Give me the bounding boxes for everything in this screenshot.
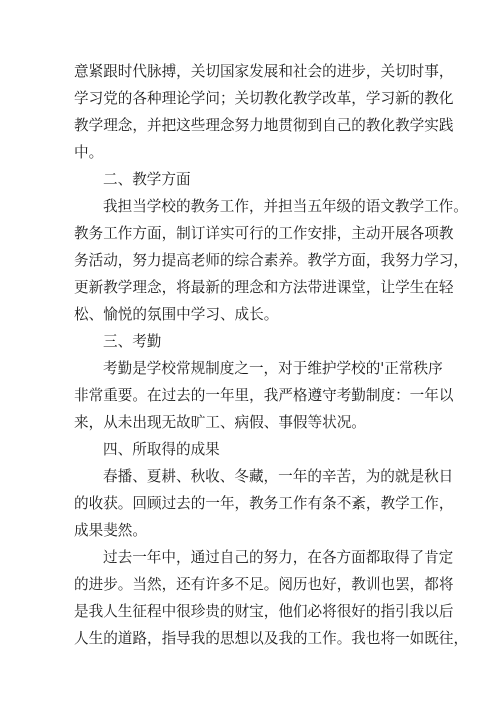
paragraph-line: 的收获。回顾过去的一年，教务工作有条不紊，教学工作， [74,495,454,512]
paragraph-line: 的进步。当然，还有许多不足。阅历也好，教训也罢，都将 [74,576,454,593]
paragraph-line: 成果斐然。 [74,522,147,539]
paragraph-line: 学习党的各种理论学问；关切教化教学改革，学习新的教化 [74,90,454,107]
document-body [74,58,469,652]
paragraph-line: 考勤是学校常规制度之一，对于维护学校的'正常秩序 [103,360,443,377]
paragraph-line: 过去一年中，通过自己的努力，在各方面都取得了肯定 [103,549,454,566]
paragraph-line: 是我人生征程中很珍贵的财宝，他们必将很好的指引我以后 [74,603,454,620]
section-heading: 四、所取得的成果 [103,441,220,458]
paragraph-line: 更新教学理念，将最新的理念和方法带进课堂，让学生在轻 [74,279,454,296]
paragraph-line: 中。 [74,144,104,161]
paragraph-line: 教务工作方面，制订详实可行的工作安排，主动开展各项教 [74,225,454,242]
paragraph-line: 务活动，努力提高老师的综合素养。教学方面，我努力学习， [74,252,469,269]
paragraph-line: 教学理念，并把这些理念努力地贯彻到自己的教化教学实践 [74,117,454,134]
paragraph-line: 我担当学校的教务工作，并担当五年级的语文教学工作。 [103,198,468,215]
paragraph-line: 人生的道路，指导我的思想以及我的工作。我也将一如既往， [74,630,469,647]
paragraph-line: 松、愉悦的氛围中学习、成长。 [74,306,279,323]
section-heading: 三、考勤 [103,333,162,350]
section-heading: 二、教学方面 [103,171,191,188]
paragraph-line: 意紧跟时代脉搏，关切国家发展和社会的进步，关切时事， [74,63,454,80]
paragraph-line: 春播、夏耕、秋收、冬藏，一年的辛苦，为的就是秋日 [103,468,454,485]
paragraph-line: 来，从未出现无故旷工、病假、事假等状况。 [74,414,366,431]
paragraph-line: 非常重要。在过去的一年里，我严格遵守考勤制度：一年以 [74,387,454,404]
